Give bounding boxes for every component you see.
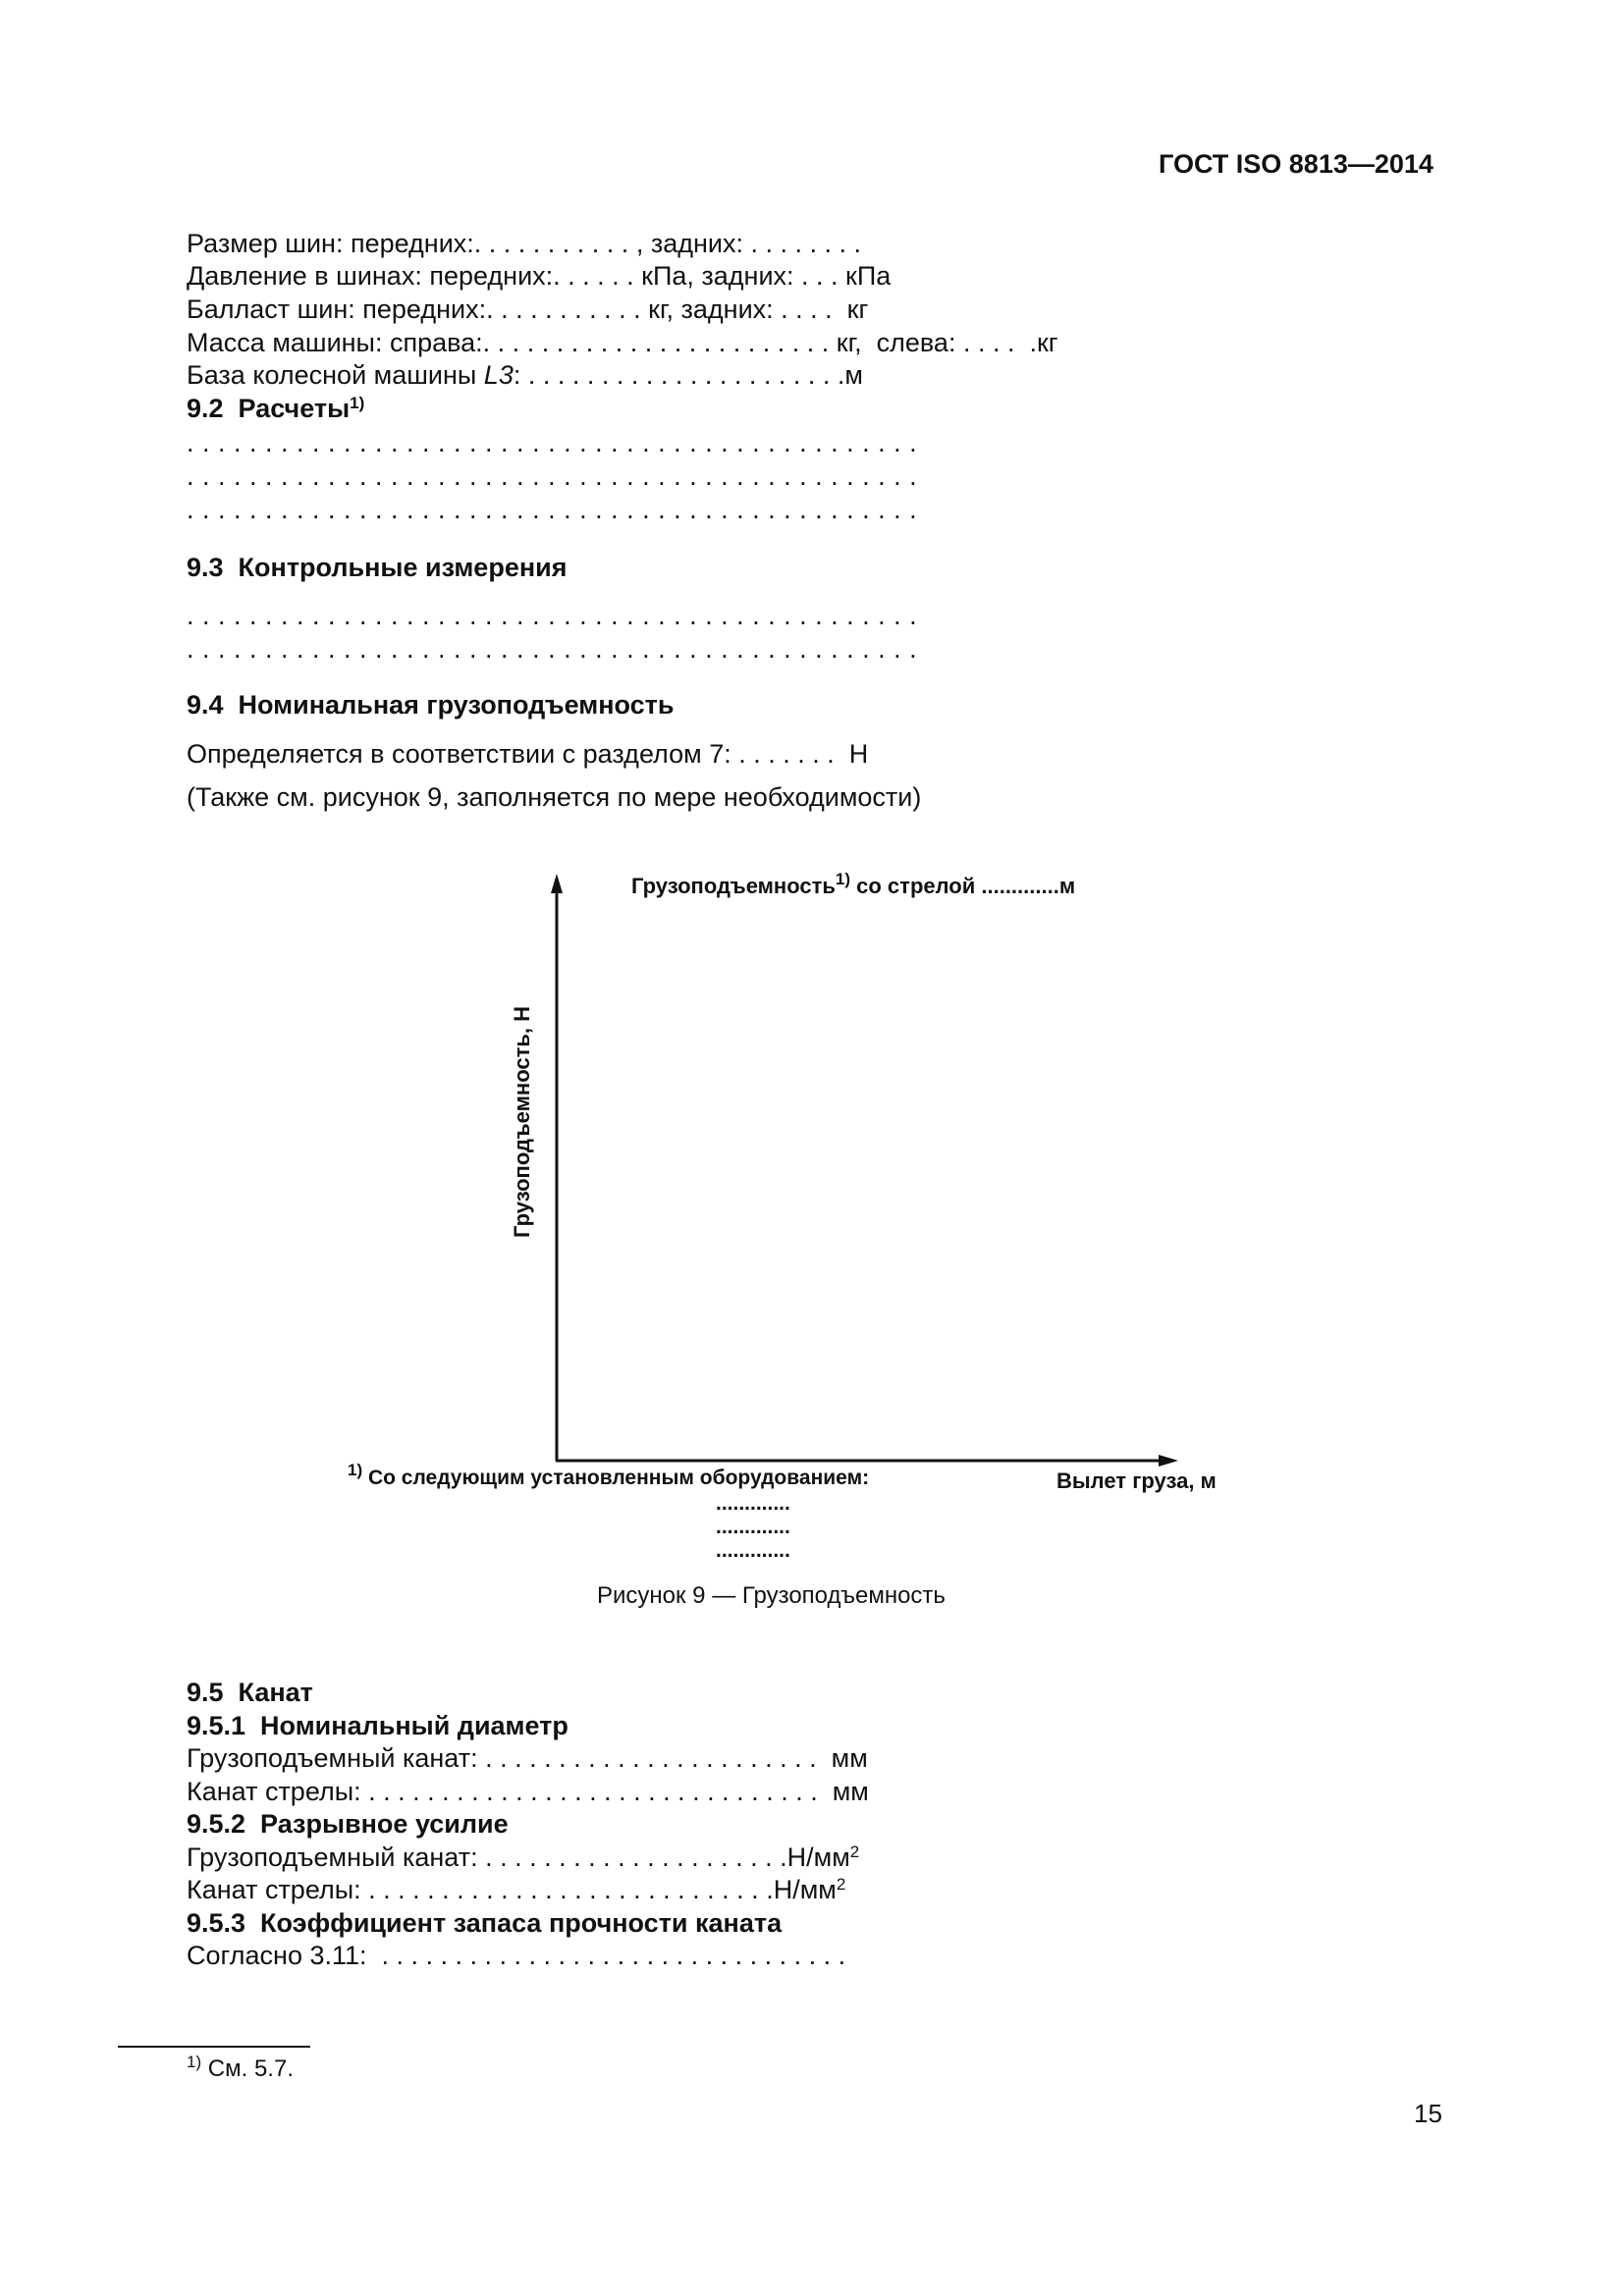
see-figure-line: (Также см. рисунок 9, заполняется по мере необходимости) (187, 782, 922, 812)
figure-note (348, 1461, 870, 1490)
y-axis-label: Грузоподъемность, Н (510, 1006, 534, 1239)
footnote-rule (118, 2046, 310, 2048)
section-9-5-1-heading: 9.5.1 Номинальный диаметр (187, 1711, 568, 1740)
section-9-4-heading: 9.4 Номинальная грузоподъемность (187, 690, 675, 720)
tire-ballast-line: Балласт шин: передних:. . . . . . . . . . . кг, задних: . . . . кг (187, 294, 869, 324)
section-9-2-title: 9.2 Расчеты (187, 394, 351, 423)
hoist-rope-diameter-line: Грузоподъемный канат: . . . . . . . . . . . . . . . . . . . . . . . мм (187, 1743, 868, 1773)
equipment-dots: ............. (716, 1516, 790, 1538)
wheelbase-var: L3 (483, 360, 514, 390)
section-9-5-2-heading: 9.5.2 Разрывное усилие (187, 1809, 509, 1839)
document-code-header: ГОСТ ISO 8813—2014 (1159, 149, 1434, 179)
equipment-dots: ............. (716, 1539, 790, 1562)
figure-9 (334, 864, 1237, 1571)
footnote-marker: 1) (187, 2053, 202, 2071)
tire-size-line: Размер шин: передних:. . . . . . . . . . . , задних: . . . . . . . . (187, 229, 861, 258)
top-label-a: Грузоподъемность (631, 874, 836, 898)
footnote-ref: 1) (835, 870, 851, 888)
hoist-rope-force-line (187, 1842, 859, 1874)
safety-factor-line: Согласно 3.11: . . . . . . . . . . . . . . . . . . . . . . . . . . . . . . . . (187, 1941, 846, 1970)
dot-line: . . . . . . . . . . . . . . . . . . . . . . . . . . . . . . . . . . . . . . . . . . . . . . . (187, 495, 918, 524)
equipment-dots: ............. (716, 1492, 790, 1515)
section-9-5-3-heading: 9.5.3 Коэффициент запаса прочности каната (187, 1908, 783, 1938)
section-9-3-heading: 9.3 Контрольные измерения (187, 553, 568, 582)
wheelbase-prefix: База колесной машины (187, 360, 484, 390)
squared-sup: 2 (836, 1875, 846, 1894)
dot-line: . . . . . . . . . . . . . . . . . . . . . . . . . . . . . . . . . . . . . . . . . . . . . . . (187, 634, 918, 664)
section-9-5-heading: 9.5 Канат (187, 1678, 313, 1707)
figure-caption: Рисунок 9 — Грузоподъемность (597, 1582, 946, 1609)
wheelbase-line (187, 359, 863, 392)
figure-axes (334, 864, 1237, 1571)
page-number: 15 (1414, 2099, 1442, 2128)
tire-pressure-line: Давление в шинах: передних:. . . . . . кПа, задних: . . . кПа (187, 261, 892, 291)
dot-line: . . . . . . . . . . . . . . . . . . . . . . . . . . . . . . . . . . . . . . . . . . . . . . . (187, 461, 918, 491)
boom-rope-force-line (187, 1874, 845, 1906)
footnote-ref: 1) (350, 394, 365, 412)
y-axis-arrow (551, 874, 563, 893)
wheelbase-suffix: : . . . . . . . . . . . . . . . . . . . . . .м (513, 360, 863, 390)
dot-line: . . . . . . . . . . . . . . . . . . . . . . . . . . . . . . . . . . . . . . . . . . . . . . . (187, 601, 918, 630)
boom-rope-diameter-line: Канат стрелы: . . . . . . . . . . . . . . . . . . . . . . . . . . . . . . . мм (187, 1777, 869, 1806)
rated-capacity-line: Определяется в соответствии с разделом 7: . . . . . . . Н (187, 739, 869, 769)
section-9-2-heading (187, 393, 364, 425)
footnote (187, 2053, 294, 2083)
figure-top-label (631, 870, 1076, 899)
squared-sup: 2 (849, 1842, 860, 1861)
footnote-text: См. 5.7. (201, 2056, 294, 2082)
x-axis-label: Вылет груза, м (1056, 1468, 1217, 1493)
boom-rope-force-text: Канат стрелы: . . . . . . . . . . . . . . . . . . . . . . . . . . . .Н/мм (187, 1875, 837, 1904)
figure-note-text: Со следующим установленным оборудованием: (362, 1467, 870, 1489)
x-axis-arrow (1159, 1455, 1178, 1467)
footnote-ref: 1) (348, 1461, 363, 1479)
top-label-b: со стрелой .............м (850, 874, 1076, 898)
machine-mass-line: Масса машины: справа:. . . . . . . . . . . . . . . . . . . . . . . . кг, слева: . . . . .кг (187, 328, 1058, 357)
hoist-rope-force-text: Грузоподъемный канат: . . . . . . . . . . . . . . . . . . . . .Н/мм (187, 1842, 850, 1872)
dot-line: . . . . . . . . . . . . . . . . . . . . . . . . . . . . . . . . . . . . . . . . . . . . . . . (187, 428, 918, 457)
